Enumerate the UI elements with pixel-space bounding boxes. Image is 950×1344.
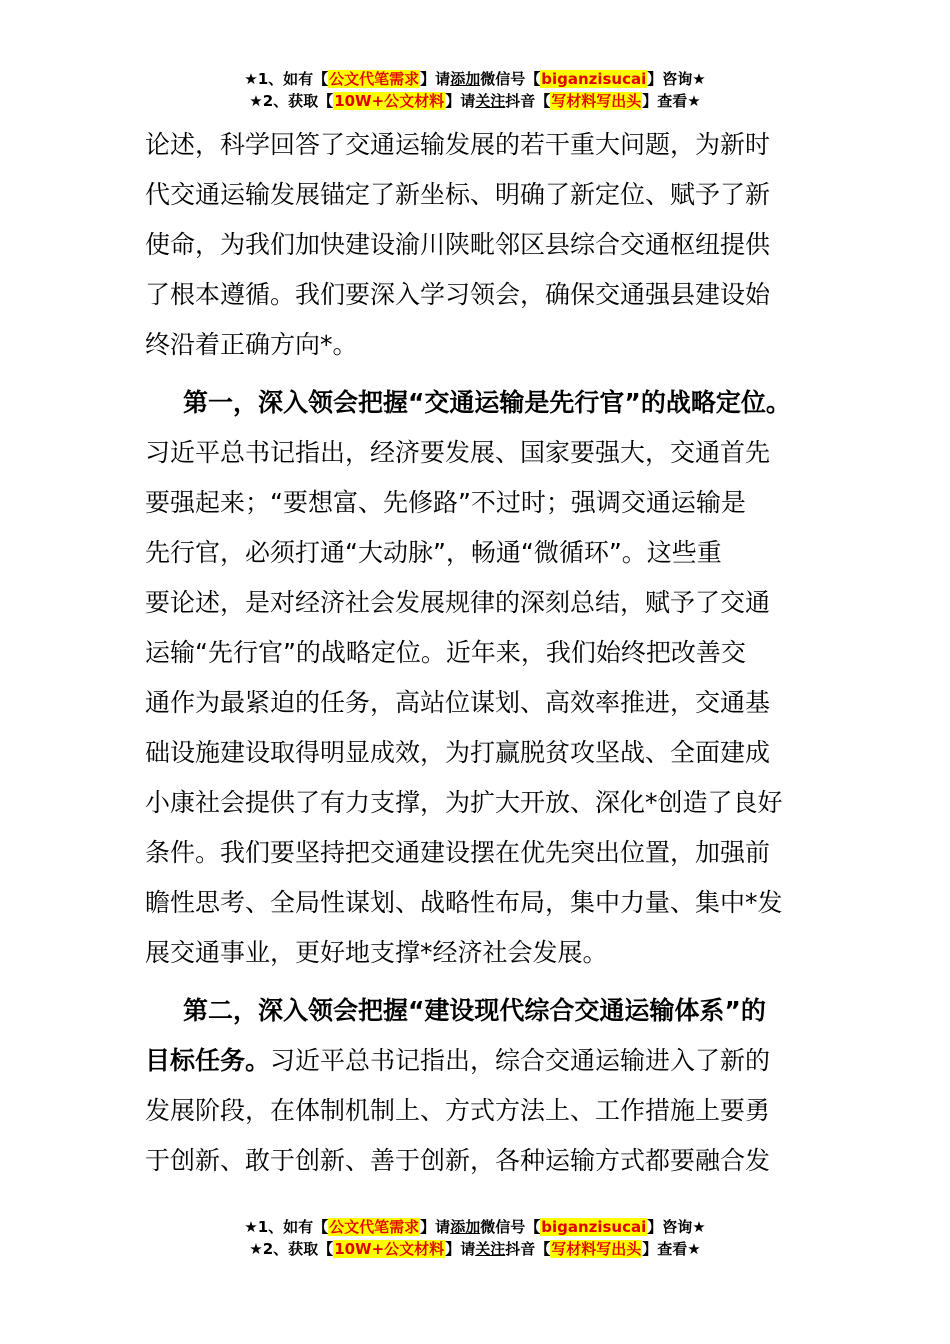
banner-emphasis: 关注 — [475, 92, 506, 110]
banner-emphasis: 关注 — [475, 1240, 506, 1258]
text-line: 于创新、敢于创新、善于创新，各种运输方式都要融合发 — [145, 1146, 771, 1175]
banner-text: ★2、获取【 — [249, 1240, 334, 1258]
banner-highlight: 10W+公文材料 — [334, 1240, 445, 1258]
text-line: 础设施建设取得明显成效，为打赢脱贫攻坚战、全面建成 — [145, 738, 771, 767]
footer-banner-line-2 — [0, 1238, 950, 1260]
banner-text: ★1、如有【 — [244, 70, 329, 88]
text-line: 通作为最紧迫的任务，高站位谋划、高效率推进，交通基 — [145, 688, 771, 717]
text-line: 要论述，是对经济社会发展规律的深刻总结，赋予了交通 — [145, 588, 771, 617]
footer-banner — [0, 1216, 950, 1260]
footer-banner-line-1 — [0, 1216, 950, 1238]
banner-highlight: 写材料写出头 — [551, 1240, 642, 1258]
banner-text: 】咨询★ — [647, 1218, 706, 1236]
banner-text: 抖音【 — [505, 92, 551, 110]
banner-highlight: 公文代笔需求 — [329, 1218, 420, 1236]
banner-highlight: biganzisucai — [541, 70, 647, 88]
banner-text: 】请 — [445, 92, 476, 110]
banner-highlight: biganzisucai — [541, 1218, 647, 1236]
banner-text: 微信号【 — [480, 1218, 541, 1236]
text-line: 要强起来；“要想富、先修路”不过时；强调交通运输是 — [145, 488, 746, 517]
text-line: 发展阶段，在体制机制上、方式方法上、工作措施上要勇 — [145, 1096, 771, 1125]
text-line: 终沿着正确方向*。 — [145, 330, 358, 359]
banner-emphasis: 添加 — [450, 1218, 481, 1236]
text-fragment: 习近平总书记指出，综合交通运输进入了新的 — [270, 1046, 771, 1075]
banner-emphasis: 添加 — [450, 70, 481, 88]
text-line: 使命，为我们加快建设渝川陕毗邻区县综合交通枢纽提供 — [145, 230, 771, 259]
text-line: 先行官，必须打通“大动脉”，畅通“微循环”。这些重 — [145, 538, 722, 567]
text-line: 条件。我们要坚持把交通建设摆在优先突出位置，加强前 — [145, 838, 771, 867]
text-line: 了根本遵循。我们要深入学习领会，确保交通强县建设始 — [145, 280, 771, 309]
document-body — [145, 120, 807, 1186]
text-line: 展交通事业，更好地支撑*经济社会发展。 — [145, 938, 608, 967]
text-line: 小康社会提供了有力支撑，为扩大开放、深化*创造了良好 — [145, 788, 783, 817]
header-banner — [0, 68, 950, 112]
banner-text: 】查看★ — [642, 92, 701, 110]
header-banner-line-1 — [0, 68, 950, 90]
banner-highlight: 公文代笔需求 — [329, 70, 420, 88]
banner-text: 】咨询★ — [647, 70, 706, 88]
text-line — [145, 1036, 807, 1086]
banner-text: 】请 — [445, 1240, 476, 1258]
text-line: 习近平总书记指出，经济要发展、国家要强大，交通首先 — [145, 438, 771, 467]
paragraph-heading-end: 目标任务。 — [145, 1046, 271, 1075]
banner-text: 抖音【 — [505, 1240, 551, 1258]
paragraph-continuation — [145, 120, 807, 370]
paragraph-second — [145, 986, 807, 1186]
banner-text: 微信号【 — [480, 70, 541, 88]
banner-text: ★2、获取【 — [249, 92, 334, 110]
header-banner-line-2 — [0, 90, 950, 112]
banner-text: ★1、如有【 — [244, 1218, 329, 1236]
paragraph-heading: 第二，深入领会把握“建设现代综合交通运输体系”的 — [183, 996, 766, 1025]
banner-text: 】请 — [420, 70, 451, 88]
paragraph-first — [145, 378, 807, 978]
text-line: 代交通运输发展锚定了新坐标、明确了新定位、赋予了新 — [145, 180, 771, 209]
text-line: 瞻性思考、全局性谋划、战略性布局，集中力量、集中*发 — [145, 888, 783, 917]
text-line: 论述，科学回答了交通运输发展的若干重大问题，为新时 — [145, 130, 771, 159]
text-line: 运输“先行官”的战略定位。近年来，我们始终把改善交 — [145, 638, 746, 667]
banner-text: 】请 — [420, 1218, 451, 1236]
banner-text: 】查看★ — [642, 1240, 701, 1258]
banner-highlight: 10W+公文材料 — [334, 92, 445, 110]
paragraph-heading: 第一，深入领会把握“交通运输是先行官”的战略定位。 — [183, 388, 791, 417]
banner-highlight: 写材料写出头 — [551, 92, 642, 110]
